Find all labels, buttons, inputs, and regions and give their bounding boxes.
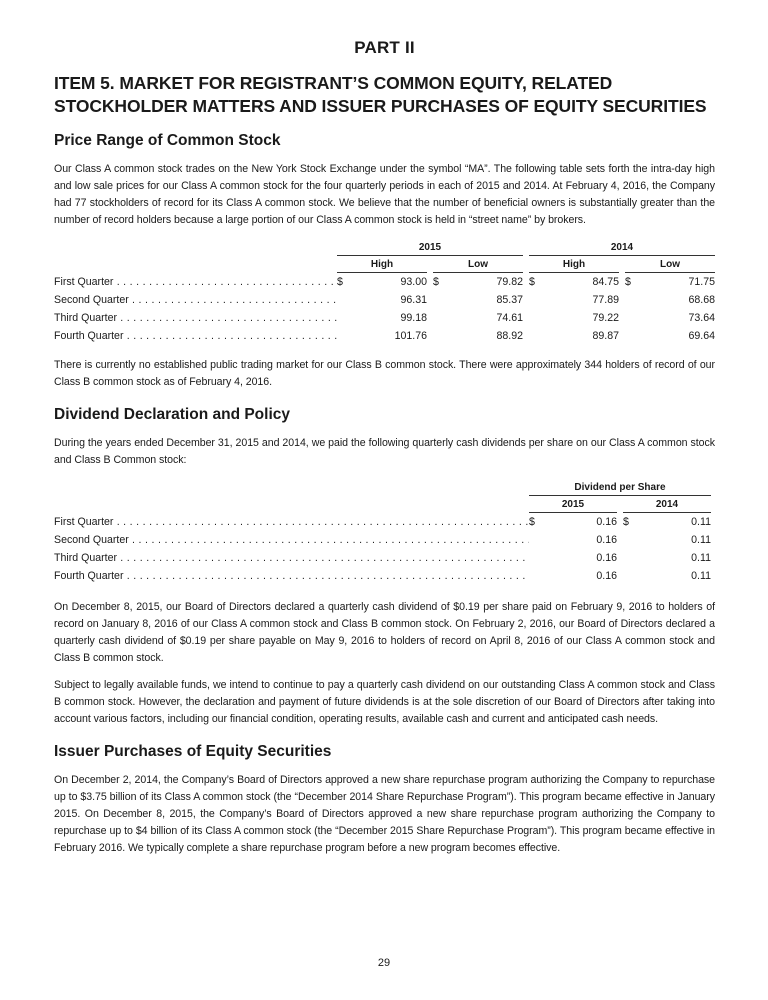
table-row xyxy=(54,513,715,531)
table-row xyxy=(54,567,715,585)
cell-value: 93.00 xyxy=(400,276,427,288)
year-header-2015: 2015 xyxy=(337,239,523,256)
table-sub-header xyxy=(54,256,715,273)
table-row xyxy=(54,549,715,567)
currency-symbol: $ xyxy=(625,276,631,288)
repurchases-para: On December 2, 2014, the Company’s Board of Directors approved a new share repurchase program authorizing the Company to repurchase up to $3.75 billion of its Class A common stock (the “December 2014 Share Repurchase Program”). This program became effective in January 2015. On December 8, 2015, the Company’s Board of Directors approved a new share repurchase program authorizing the Company to repurchase up to $4 billion of its Class A common stock (the “December 2015 Share Repurchase Program”). This program became effective in February 2016. We typically complete a share repurchase program before a new program becomes effective. xyxy=(54,774,715,854)
col-header-2014: 2014 xyxy=(623,496,711,513)
dividend-declaration-para: On December 8, 2015, our Board of Directors declared a quarterly cash dividend of $0.19 per share paid on February 9, 2016 to holders of record on January 8, 2016 of our Class A common stock and Class B common stock. On February 2, 2016, our Board of Directors declared a quarterly cash dividend of $0.19 per share payable on May 9, 2016 to holders of record on April 8, 2016 of our Class A common stock and Class B common stock. xyxy=(54,601,715,664)
row-label: Second Quarter xyxy=(54,534,129,546)
cell-value: 73.64 xyxy=(688,312,715,324)
table-row xyxy=(54,309,715,327)
row-label: Fourth Quarter xyxy=(54,570,124,582)
table-row xyxy=(54,291,715,309)
table-row xyxy=(54,273,715,291)
cell-value: 79.22 xyxy=(592,312,619,324)
cell-value: 79.82 xyxy=(496,276,523,288)
cell-value: 71.75 xyxy=(688,276,715,288)
year-header-2014: 2014 xyxy=(529,239,715,256)
currency-symbol: $ xyxy=(529,276,535,288)
dividend-policy-para: Subject to legally available funds, we intend to continue to pay a quarterly cash dividend on our outstanding Class A common stock and Class B common stock. However, the declaration and payment of future dividends is at the sole discretion of our Board of Directors after taking into account various factors, including our financial condition, operating results, available cash and current and anticipated cash needs. xyxy=(54,679,715,725)
dividend-intro: During the years ended December 31, 2015 and 2014, we paid the following quarterly cash dividends per share on our Class A common stock and Class B Common stock: xyxy=(54,437,715,466)
col-header-high-2015: High xyxy=(337,256,427,273)
cell-value: 101.76 xyxy=(394,330,427,342)
row-label: First Quarter xyxy=(54,516,114,528)
row-label: Second Quarter xyxy=(54,294,129,306)
cell-value: 85.37 xyxy=(496,294,523,306)
price-range-table xyxy=(54,239,715,345)
cell-value: 0.16 xyxy=(596,534,617,546)
cell-value: 69.64 xyxy=(688,330,715,342)
document-page xyxy=(54,38,715,857)
currency-symbol: $ xyxy=(337,276,343,288)
cell-value: 96.31 xyxy=(400,294,427,306)
table-year-header xyxy=(54,239,715,256)
currency-symbol: $ xyxy=(623,516,629,528)
price-range-heading: Price Range of Common Stock xyxy=(54,132,281,149)
cell-value: 88.92 xyxy=(496,330,523,342)
col-header-2015: 2015 xyxy=(529,496,617,513)
row-label: First Quarter xyxy=(54,276,114,288)
cell-value: 77.89 xyxy=(592,294,619,306)
cell-value: 89.87 xyxy=(592,330,619,342)
cell-value: 0.11 xyxy=(691,534,711,546)
item-title: ITEM 5. MARKET FOR REGISTRANT’S COMMON EQUITY, RELATED STOCKHOLDER MATTERS AND ISSUER PURCHASES OF EQUITY SECURITIES xyxy=(54,73,707,116)
page-number: 29 xyxy=(377,957,391,969)
price-range-intro: Our Class A common stock trades on the New York Stock Exchange under the symbol “MA”. The following table sets forth the intra-day high and low sale prices for our Class A common stock for the four quarterly periods in each of 2015 and 2014. At February 4, 2016, the Company had 77 stockholders of record for its Class A common stock. We believe that the number of beneficial owners is substantially greater than the number of record holders because a large portion of our Class A common stock is held in “street name” by brokers. xyxy=(54,163,715,226)
cell-value: 0.11 xyxy=(691,570,711,582)
cell-value: 68.68 xyxy=(688,294,715,306)
class-b-note: There is currently no established public trading market for our Class B common stock. There were approximately 344 holders of record of our Class B common stock as of February 4, 2016. xyxy=(54,359,715,388)
row-label: Third Quarter xyxy=(54,312,117,324)
cell-value: 0.11 xyxy=(691,516,711,528)
cell-value: 99.18 xyxy=(400,312,427,324)
cell-value: 0.16 xyxy=(596,552,617,564)
repurchases-heading: Issuer Purchases of Equity Securities xyxy=(54,743,332,760)
currency-symbol: $ xyxy=(433,276,439,288)
part-title: PART II xyxy=(354,38,415,57)
cell-value: 84.75 xyxy=(592,276,619,288)
col-header-low-2014: Low xyxy=(625,256,715,273)
col-header-high-2014: High xyxy=(529,256,619,273)
currency-symbol: $ xyxy=(529,516,535,528)
dividend-table xyxy=(54,479,715,585)
row-label: Fourth Quarter xyxy=(54,330,124,342)
col-header-low-2015: Low xyxy=(433,256,523,273)
dividend-group-header: Dividend per Share xyxy=(529,479,711,496)
cell-value: 0.16 xyxy=(596,570,617,582)
table-row xyxy=(54,531,715,549)
table-row xyxy=(54,327,715,345)
row-label: Third Quarter xyxy=(54,552,117,564)
cell-value: 0.16 xyxy=(596,516,617,528)
cell-value: 0.11 xyxy=(691,552,711,564)
cell-value: 74.61 xyxy=(496,312,523,324)
dividend-heading: Dividend Declaration and Policy xyxy=(54,406,291,423)
